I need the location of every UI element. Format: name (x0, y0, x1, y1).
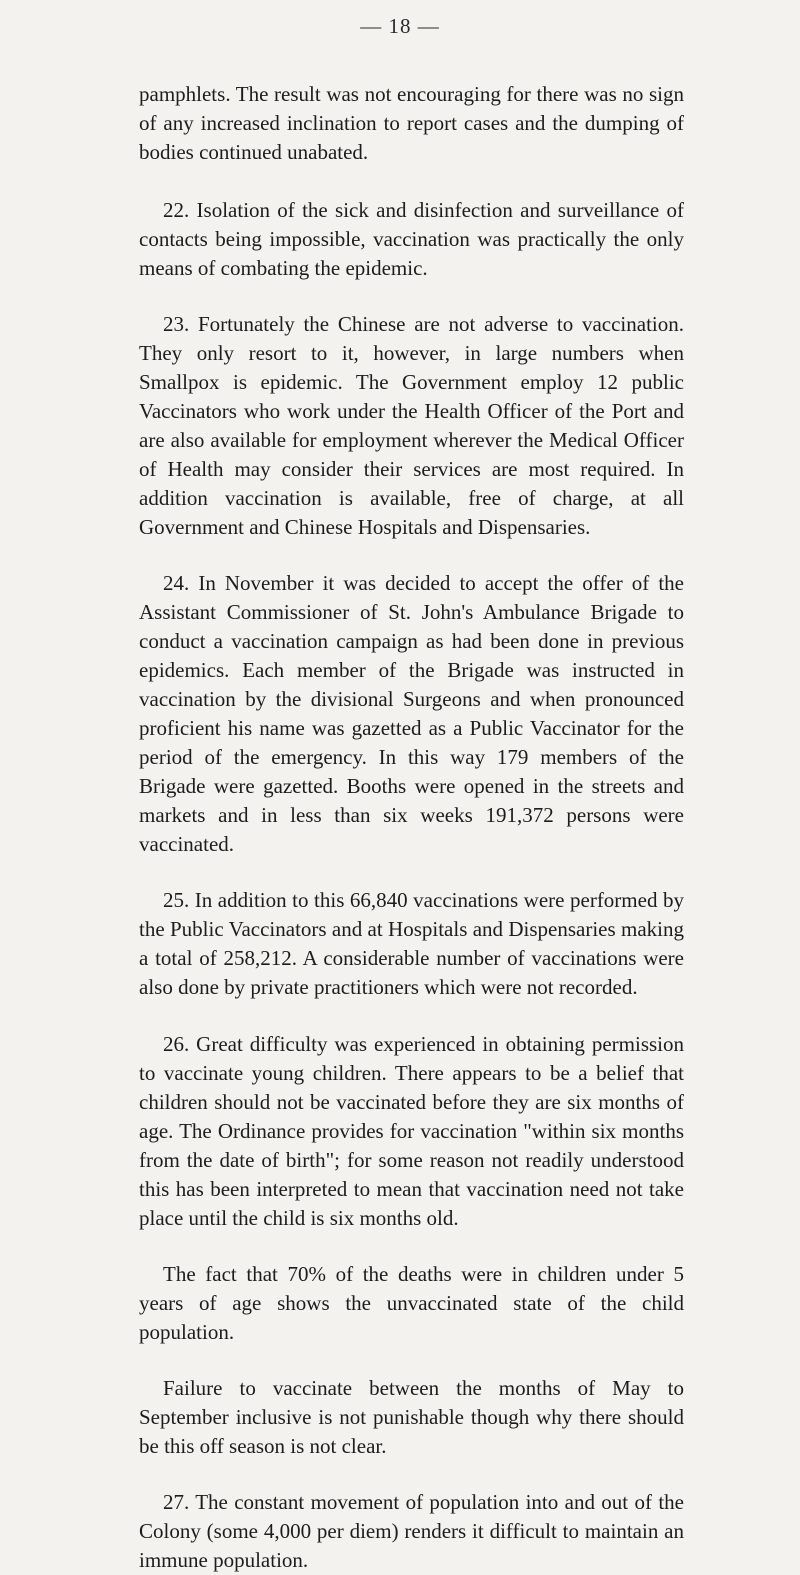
paragraph-23: 23. Fortunately the Chinese are not adverse to vaccination. They only resort to it, however, in large numbers when Smallpox is epidemic. The Government employ 12 public Vaccinators who work under the Health Officer of the Port and are also available for employment wherever the Medical Officer of Health may consider their services are most required. In addition vaccination is available, free of charge, at all Government and Chinese Hospitals and Dispensaries. (139, 312, 684, 539)
paragraph-26: 26. Great difficulty was experienced in obtaining permission to vaccinate young children. There appears to be a belief that children should not be vaccinated before they are six months of age. The Ordinance provides for vaccination "within six months from the date of birth"; for some reason not readily understood this has been interpreted to mean that vaccination need not take place until the child is six months old. (139, 1032, 684, 1230)
page-number: — 18 — (360, 14, 440, 38)
paragraph-26-failure: Failure to vaccinate between the months of May to September inclusive is not punishable though why there should be this off season is not clear. (139, 1376, 684, 1458)
paragraph-24: 24. In November it was decided to accept the offer of the Assistant Commissioner of St. John's Ambulance Brigade to conduct a vaccination campaign as had been done in previous epidemics. Each member of the Brigade was instructed in vaccination by the divisional Surgeons and when pronounced proficient his name was gazetted as a Public Vaccinator for the period of the emergency. In this way 179 members of the Brigade were gazetted. Booths were opened in the streets and markets and in less than six weeks 191,372 persons were vaccinated. (139, 571, 684, 856)
document-body (139, 80, 684, 1575)
paragraph-26-deaths: The fact that 70% of the deaths were in children under 5 years of age shows the unvaccinated state of the child population. (139, 1262, 684, 1344)
paragraph-22: 22. Isolation of the sick and disinfection and surveillance of contacts being impossible, vaccination was practically the only means of combating the epidemic. (139, 198, 684, 280)
paragraph-continuation: pamphlets. The result was not encouraging for there was no sign of any increased inclination to report cases and the dumping of bodies continued unabated. (139, 82, 684, 164)
paragraph-25: 25. In addition to this 66,840 vaccinations were performed by the Public Vaccinators and at Hospitals and Dispensaries making a total of 258,212. A considerable number of vaccinations were also done by private practitioners which were not recorded. (139, 888, 684, 999)
paragraph-27: 27. The constant movement of population into and out of the Colony (some 4,000 per diem) renders it difficult to maintain an immune population. (139, 1490, 684, 1572)
